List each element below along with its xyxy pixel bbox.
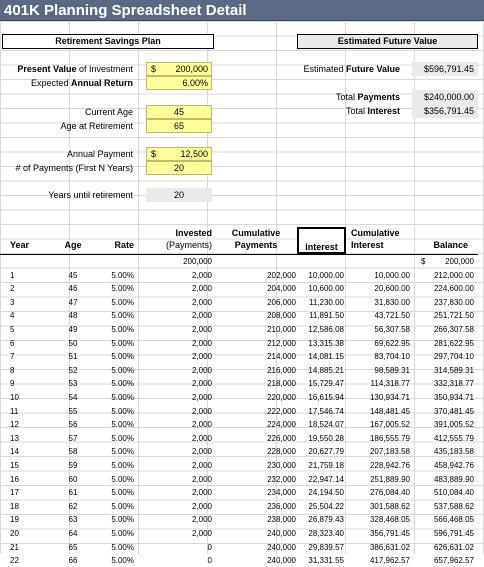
spreadsheet-grid[interactable] bbox=[0, 21, 484, 566]
cell-rate[interactable]: 5.00% bbox=[111, 338, 134, 348]
cell-year[interactable]: 18 bbox=[10, 501, 19, 511]
cell-cum-payments[interactable]: 240,000 bbox=[267, 528, 296, 538]
cell-interest[interactable]: 28,323.40 bbox=[308, 528, 344, 538]
cell-interest[interactable]: 24,194.50 bbox=[308, 488, 344, 498]
col-header-cumulative-interest: Cumulative Interest bbox=[351, 228, 400, 250]
cell-invested[interactable]: 2,000 bbox=[191, 284, 212, 294]
cell-balance[interactable]: 237,830.00 bbox=[433, 297, 474, 307]
initial-invested: 200,000 bbox=[183, 257, 212, 266]
cell-cum-interest[interactable]: 83,704.10 bbox=[374, 352, 410, 362]
num-payments-input[interactable]: 20 bbox=[146, 161, 212, 175]
cell-interest[interactable]: 10,000.00 bbox=[308, 270, 344, 280]
cell-balance[interactable]: 412,555.79 bbox=[433, 433, 474, 443]
present-value-input[interactable]: $ 200,000 bbox=[146, 62, 212, 76]
col-header-age: Age bbox=[64, 240, 82, 250]
cell-cum-payments[interactable]: 236,000 bbox=[267, 501, 296, 511]
cell-year[interactable]: 2 bbox=[10, 284, 15, 294]
cell-cum-interest[interactable]: 130,934.71 bbox=[369, 392, 410, 402]
cell-age[interactable]: 65 bbox=[68, 542, 78, 552]
cell-cum-interest[interactable]: 228,942.76 bbox=[369, 460, 410, 470]
cell-age[interactable]: 48 bbox=[68, 311, 78, 321]
cell-age[interactable]: 45 bbox=[68, 270, 78, 280]
cell-cum-payments[interactable]: 202,000 bbox=[267, 270, 296, 280]
cell-rate[interactable]: 5.00% bbox=[111, 488, 134, 498]
cell-rate[interactable]: 5.00% bbox=[111, 324, 134, 334]
cell-cum-interest[interactable]: 276,084.40 bbox=[369, 488, 410, 498]
cell-cum-interest[interactable]: 43,721.50 bbox=[374, 311, 410, 321]
cell-rate[interactable]: 5.00% bbox=[111, 420, 134, 430]
col-header-balance: Balance bbox=[433, 240, 468, 250]
cell-balance[interactable]: 266,307.58 bbox=[433, 324, 474, 334]
total-interest-label: Total Interest bbox=[345, 106, 400, 116]
cell-invested[interactable]: 2,000 bbox=[191, 460, 212, 470]
cell-cum-interest[interactable]: 148,481.45 bbox=[369, 406, 410, 416]
cell-year[interactable]: 5 bbox=[10, 324, 15, 334]
selected-cell-interest-header[interactable] bbox=[297, 227, 346, 254]
cell-rate[interactable]: 5.00% bbox=[111, 447, 134, 457]
cell-cum-interest[interactable]: 98,589.31 bbox=[374, 365, 410, 375]
cell-cum-interest[interactable]: 69,622.95 bbox=[374, 338, 410, 348]
cell-cum-payments[interactable]: 206,000 bbox=[267, 297, 296, 307]
cell-interest[interactable]: 15,729.47 bbox=[308, 379, 344, 389]
cell-cum-interest[interactable]: 56,307.58 bbox=[374, 324, 410, 334]
cell-rate[interactable]: 5.00% bbox=[111, 352, 134, 362]
cell-year[interactable]: 7 bbox=[10, 352, 15, 362]
cell-interest[interactable]: 22,947.14 bbox=[308, 474, 344, 484]
cell-year[interactable]: 22 bbox=[10, 556, 19, 566]
cell-interest[interactable]: 20,627.79 bbox=[308, 447, 344, 457]
cell-interest[interactable]: 21,759.18 bbox=[308, 460, 344, 470]
cell-cum-interest[interactable]: 20,600.00 bbox=[374, 284, 410, 294]
cell-balance[interactable]: 596,791.45 bbox=[433, 528, 474, 538]
cell-invested[interactable]: 2,000 bbox=[191, 447, 212, 457]
cell-rate[interactable]: 5.00% bbox=[111, 365, 134, 375]
cell-year[interactable]: 8 bbox=[10, 365, 15, 375]
cell-invested[interactable]: 2,000 bbox=[191, 392, 212, 402]
cell-cum-interest[interactable]: 328,468.05 bbox=[369, 515, 410, 525]
cell-balance[interactable]: 657,962.57 bbox=[433, 556, 474, 566]
cell-interest[interactable]: 14,885.21 bbox=[308, 365, 344, 375]
cell-year[interactable]: 3 bbox=[10, 297, 15, 307]
cell-balance[interactable]: 281,622.95 bbox=[433, 338, 474, 348]
cell-age[interactable]: 61 bbox=[68, 488, 78, 498]
cell-balance[interactable]: 224,600.00 bbox=[433, 284, 474, 294]
current-age-label: Current Age bbox=[84, 107, 133, 117]
cell-cum-payments[interactable]: 208,000 bbox=[267, 311, 296, 321]
cell-year[interactable]: 9 bbox=[10, 379, 15, 389]
cell-cum-interest[interactable]: 301,588.62 bbox=[369, 501, 410, 511]
cell-age[interactable]: 50 bbox=[68, 338, 78, 348]
cell-age[interactable]: 51 bbox=[68, 352, 78, 362]
cell-cum-payments[interactable]: 240,000 bbox=[267, 556, 296, 566]
cell-year[interactable]: 15 bbox=[10, 460, 19, 470]
cell-balance[interactable]: 251,721.50 bbox=[433, 311, 474, 321]
cell-invested[interactable]: 2,000 bbox=[191, 501, 212, 511]
cell-balance[interactable]: 391,005.52 bbox=[433, 420, 474, 430]
cell-year[interactable]: 10 bbox=[10, 392, 19, 402]
cell-invested[interactable]: 2,000 bbox=[191, 379, 212, 389]
cell-cum-payments[interactable]: 228,000 bbox=[267, 447, 296, 457]
cell-age[interactable]: 56 bbox=[68, 420, 78, 430]
cell-invested[interactable]: 2,000 bbox=[191, 406, 212, 416]
estimated-future-value-label: Estimated Future Value bbox=[303, 64, 400, 74]
cell-balance[interactable]: 626,631.02 bbox=[433, 542, 474, 552]
cell-age[interactable]: 52 bbox=[68, 365, 78, 375]
cell-year[interactable]: 20 bbox=[10, 528, 19, 538]
cell-balance[interactable]: 483,889.90 bbox=[433, 474, 474, 484]
cell-balance[interactable]: 350,934.71 bbox=[433, 392, 474, 402]
cell-cum-payments[interactable]: 214,000 bbox=[267, 352, 296, 362]
cell-invested[interactable]: 2,000 bbox=[191, 474, 212, 484]
annual-payment-label: Annual Payment bbox=[66, 149, 133, 159]
cell-cum-payments[interactable]: 238,000 bbox=[267, 515, 296, 525]
cell-cum-interest[interactable]: 207,183.58 bbox=[369, 447, 410, 457]
cell-interest[interactable]: 11,891.50 bbox=[309, 311, 344, 321]
total-interest-value: $356,791.45 bbox=[412, 104, 478, 118]
cell-cum-payments[interactable]: 210,000 bbox=[267, 324, 296, 334]
cell-rate[interactable]: 5.00% bbox=[111, 556, 134, 566]
cell-balance[interactable]: 212,000.00 bbox=[433, 270, 474, 280]
cell-year[interactable]: 21 bbox=[10, 542, 19, 552]
present-value-label: Present Value of Investment bbox=[17, 64, 133, 74]
col-header-invested: Invested (Payments) bbox=[165, 228, 212, 250]
cell-cum-payments[interactable]: 212,000 bbox=[267, 338, 296, 348]
cell-age[interactable]: 58 bbox=[68, 447, 78, 457]
cell-age[interactable]: 66 bbox=[68, 556, 78, 566]
cell-cum-interest[interactable]: 10,000.00 bbox=[374, 270, 410, 280]
cell-rate[interactable]: 5.00% bbox=[111, 406, 134, 416]
years-until-retirement-label: Years until retirement bbox=[48, 190, 133, 200]
cell-cum-interest[interactable]: 386,631.02 bbox=[369, 542, 410, 552]
cell-interest[interactable]: 31,331.55 bbox=[308, 556, 344, 566]
cell-balance[interactable]: 297,704.10 bbox=[433, 352, 474, 362]
cell-age[interactable]: 46 bbox=[68, 284, 78, 294]
cell-invested[interactable]: 2,000 bbox=[191, 270, 212, 280]
cell-balance[interactable]: 314,589.31 bbox=[433, 365, 474, 375]
cell-cum-payments[interactable]: 234,000 bbox=[267, 488, 296, 498]
cell-year[interactable]: 12 bbox=[10, 420, 19, 430]
cell-year[interactable]: 17 bbox=[10, 488, 19, 498]
cell-invested[interactable]: 2,000 bbox=[191, 338, 212, 348]
cell-year[interactable]: 16 bbox=[10, 474, 19, 484]
cell-balance[interactable]: 370,481.45 bbox=[433, 406, 474, 416]
annual-return-input[interactable]: 6.00% bbox=[146, 76, 212, 90]
cell-cum-payments[interactable]: 204,000 bbox=[267, 284, 296, 294]
cell-rate[interactable]: 5.00% bbox=[111, 528, 134, 538]
estimated-future-value-header: Estimated Future Value bbox=[297, 34, 478, 49]
years-until-retirement-value: 20 bbox=[146, 188, 212, 202]
cell-cum-payments[interactable]: 230,000 bbox=[267, 460, 296, 470]
cell-interest[interactable]: 29,839.57 bbox=[308, 542, 344, 552]
cell-rate[interactable]: 5.00% bbox=[111, 297, 134, 307]
annual-return-label: Expected Annual Return bbox=[30, 78, 133, 88]
cell-interest[interactable]: 26,879.43 bbox=[308, 515, 344, 525]
cell-interest[interactable]: 18,524.07 bbox=[308, 420, 344, 430]
header-divider bbox=[0, 254, 478, 255]
cell-rate[interactable]: 5.00% bbox=[111, 515, 134, 525]
cell-age[interactable]: 64 bbox=[68, 528, 78, 538]
cell-cum-payments[interactable]: 220,000 bbox=[267, 392, 296, 402]
cell-age[interactable]: 47 bbox=[68, 297, 78, 307]
cell-interest[interactable]: 14,081.15 bbox=[308, 352, 344, 362]
num-payments-label: # of Payments (First N Years) bbox=[15, 163, 133, 173]
cell-invested[interactable]: 2,000 bbox=[191, 515, 212, 525]
cell-interest[interactable]: 12,586.08 bbox=[308, 324, 344, 334]
initial-balance: 200,000 bbox=[445, 257, 474, 266]
cell-year[interactable]: 4 bbox=[10, 311, 15, 321]
cell-year[interactable]: 11 bbox=[10, 406, 19, 416]
cell-invested[interactable]: 0 bbox=[207, 556, 212, 566]
cell-invested[interactable]: 2,000 bbox=[191, 420, 212, 430]
cell-rate[interactable]: 5.00% bbox=[111, 460, 134, 470]
cell-balance[interactable]: 566,468.05 bbox=[433, 515, 474, 525]
cell-rate[interactable]: 5.00% bbox=[111, 392, 134, 402]
cell-balance[interactable]: 458,942.76 bbox=[433, 460, 474, 470]
cell-rate[interactable]: 5.00% bbox=[111, 270, 134, 280]
cell-age[interactable]: 54 bbox=[68, 392, 78, 402]
retirement-savings-plan-header: Retirement Savings Plan bbox=[2, 34, 214, 49]
col-header-interest: Interest bbox=[305, 242, 338, 252]
cell-cum-payments[interactable]: 240,000 bbox=[267, 542, 296, 552]
cell-age[interactable]: 63 bbox=[68, 515, 78, 525]
cell-rate[interactable]: 5.00% bbox=[111, 501, 134, 511]
cell-rate[interactable]: 5.00% bbox=[111, 311, 134, 321]
cell-rate[interactable]: 5.00% bbox=[111, 284, 134, 294]
cell-invested[interactable]: 2,000 bbox=[191, 433, 212, 443]
cell-cum-payments[interactable]: 232,000 bbox=[267, 474, 296, 484]
cell-year[interactable]: 1 bbox=[10, 270, 15, 280]
cell-interest[interactable]: 25,504.22 bbox=[308, 501, 344, 511]
cell-age[interactable]: 57 bbox=[68, 433, 78, 443]
cell-interest[interactable]: 10,600.00 bbox=[308, 284, 344, 294]
cell-interest[interactable]: 13,315.38 bbox=[308, 338, 344, 348]
cell-age[interactable]: 53 bbox=[68, 379, 78, 389]
cell-rate[interactable]: 5.00% bbox=[111, 433, 134, 443]
col-header-rate: Rate bbox=[114, 240, 134, 250]
cell-invested[interactable]: 2,000 bbox=[191, 352, 212, 362]
retirement-age-label: Age at Retirement bbox=[60, 121, 133, 131]
cell-year[interactable]: 13 bbox=[10, 433, 19, 443]
cell-invested[interactable]: 2,000 bbox=[191, 311, 212, 321]
cell-cum-payments[interactable]: 218,000 bbox=[267, 379, 296, 389]
cell-year[interactable]: 19 bbox=[10, 515, 19, 525]
estimated-future-value: $596,791.45 bbox=[412, 62, 478, 76]
cell-interest[interactable]: 11,230.00 bbox=[309, 297, 344, 307]
cell-invested[interactable]: 2,000 bbox=[191, 297, 212, 307]
cell-cum-payments[interactable]: 226,000 bbox=[267, 433, 296, 443]
cell-invested[interactable]: 2,000 bbox=[191, 365, 212, 375]
cell-interest[interactable]: 19,550.28 bbox=[308, 433, 344, 443]
cell-cum-interest[interactable]: 31,830.00 bbox=[374, 297, 410, 307]
cell-cum-payments[interactable]: 216,000 bbox=[267, 365, 296, 375]
cell-invested[interactable]: 2,000 bbox=[191, 488, 212, 498]
cell-rate[interactable]: 5.00% bbox=[111, 542, 134, 552]
cell-invested[interactable]: 2,000 bbox=[191, 324, 212, 334]
col-header-year: Year bbox=[10, 240, 30, 250]
cell-cum-payments[interactable]: 222,000 bbox=[267, 406, 296, 416]
cell-age[interactable]: 59 bbox=[68, 460, 78, 470]
total-payments-label: Total Payments bbox=[335, 92, 400, 102]
cell-cum-payments[interactable]: 224,000 bbox=[267, 420, 296, 430]
cell-rate[interactable]: 5.00% bbox=[111, 379, 134, 389]
retirement-age-input[interactable]: 65 bbox=[146, 119, 212, 133]
annual-payment-input[interactable]: $ 12,500 bbox=[146, 147, 212, 161]
total-payments-value: $240,000.00 bbox=[412, 90, 478, 104]
cell-interest[interactable]: 16,615.94 bbox=[308, 392, 344, 402]
cell-cum-interest[interactable]: 186,555.79 bbox=[369, 433, 410, 443]
cell-cum-interest[interactable]: 356,791.45 bbox=[369, 528, 410, 538]
cell-invested[interactable]: 0 bbox=[207, 542, 212, 552]
cell-rate[interactable]: 5.00% bbox=[111, 474, 134, 484]
cell-interest[interactable]: 17,546.74 bbox=[308, 406, 344, 416]
cell-age[interactable]: 49 bbox=[68, 324, 78, 334]
cell-balance[interactable]: 537,588.62 bbox=[433, 501, 474, 511]
cell-cum-interest[interactable]: 251,889.90 bbox=[369, 474, 410, 484]
cell-age[interactable]: 55 bbox=[68, 406, 78, 416]
cell-cum-interest[interactable]: 114,318.77 bbox=[370, 379, 410, 389]
col-header-cumulative-payments: Cumulative Payments bbox=[231, 228, 281, 250]
cell-age[interactable]: 60 bbox=[68, 474, 78, 484]
sheet-title: 401K Planning Spreadsheet Detail bbox=[0, 0, 484, 21]
current-age-input[interactable]: 45 bbox=[146, 105, 212, 119]
cell-cum-interest[interactable]: 167,005.52 bbox=[369, 420, 410, 430]
initial-currency: $ bbox=[421, 257, 426, 266]
cell-balance[interactable]: 332,318.77 bbox=[433, 379, 474, 389]
cell-year[interactable]: 14 bbox=[10, 447, 19, 457]
cell-cum-interest[interactable]: 417,962.57 bbox=[369, 556, 410, 566]
cell-balance[interactable]: 510,084.40 bbox=[433, 488, 474, 498]
cell-balance[interactable]: 435,183.58 bbox=[433, 447, 474, 457]
cell-year[interactable]: 6 bbox=[10, 338, 15, 348]
cell-age[interactable]: 62 bbox=[68, 501, 78, 511]
cell-invested[interactable]: 2,000 bbox=[191, 528, 212, 538]
